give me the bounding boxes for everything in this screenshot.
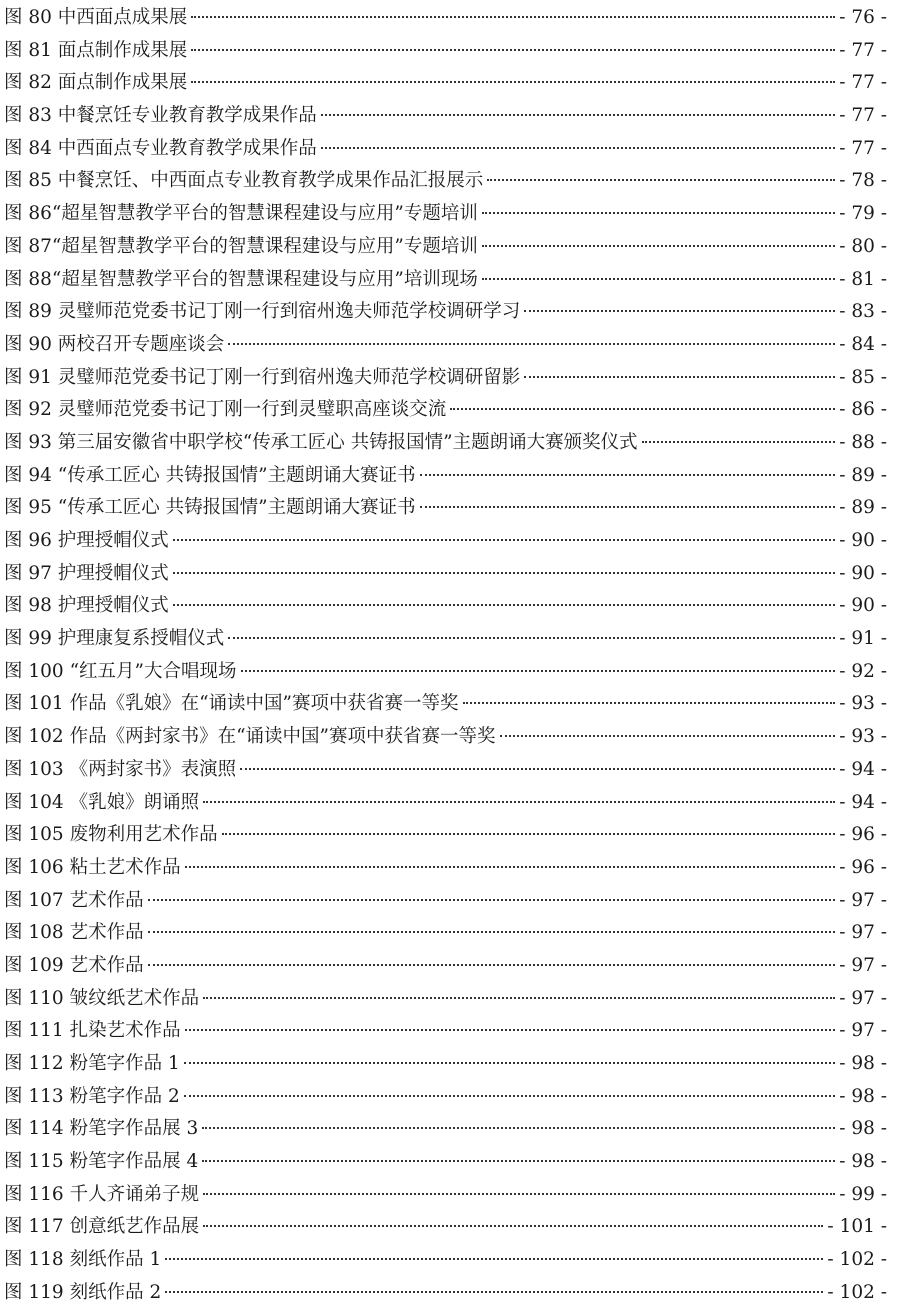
toc-entry-label: 图 98 护理授帽仪式 [4,595,169,617]
dot-leader [524,310,835,312]
toc-entry[interactable] [0,1244,900,1277]
toc-entry-label: 图 106 粘土艺术作品 [4,856,181,878]
toc-entry[interactable] [0,721,900,754]
toc-entry-page-number: - 89 - [839,497,887,519]
dot-leader [500,735,836,737]
toc-entry[interactable] [0,231,900,264]
toc-entry-page-number: - 102 - [827,1249,887,1271]
toc-entry-page-number: - 92 - [839,660,887,682]
toc-entry-page-number: - 89 - [839,464,887,486]
toc-entry-page-number: - 80 - [839,235,887,257]
toc-entry-label: 图 108 艺术作品 [4,922,144,944]
toc-entry-label: 图 93 第三届安徽省中职学校“传承工匠心 共铸报国情”主题朗诵大赛颁奖仪式 [4,431,638,453]
dot-leader [173,572,835,574]
toc-entry-page-number: - 79 - [839,203,887,225]
dot-leader [321,114,835,116]
dot-leader [241,670,836,672]
toc-entry[interactable] [0,100,900,133]
dot-leader [420,474,836,476]
toc-entry[interactable] [0,394,900,427]
toc-entry-page-number: - 97 - [839,1020,887,1042]
toc-entry-label: 图 119 刻纸作品 2 [4,1281,162,1303]
dot-leader [184,1062,835,1064]
toc-entry-label: 图 88“超星智慧教学平台的智慧课程建设与应用”培训现场 [4,268,478,290]
toc-entry-label: 图 110 皱纹纸艺术作品 [4,987,200,1009]
dot-leader [450,408,835,410]
toc-entry-page-number: - 94 - [839,791,887,813]
toc-entry-label: 图 92 灵璧师范党委书记丁刚一行到灵璧职高座谈交流 [4,399,447,421]
toc-entry[interactable] [0,2,900,35]
dot-leader [185,1029,836,1031]
toc-entry-label: 图 113 粉笔字作品 2 [4,1085,180,1107]
toc-entry-label: 图 87“超星智慧教学平台的智慧课程建设与应用”专题培训 [4,235,478,257]
toc-entry-label: 图 105 废物利用艺术作品 [4,824,218,846]
toc-entry-label: 图 82 面点制作成果展 [4,72,188,94]
dot-leader [203,801,835,803]
dot-leader [202,1127,835,1129]
toc-entry-page-number: - 98 - [839,1151,887,1173]
dot-leader [482,212,835,214]
toc-entry-label: 图 104 《乳娘》朗诵照 [4,791,200,813]
toc-entry[interactable] [0,1015,900,1048]
toc-entry[interactable] [0,950,900,983]
toc-entry[interactable] [0,983,900,1016]
toc-entry-page-number: - 83 - [839,301,887,323]
toc-entry-page-number: - 90 - [839,562,887,584]
toc-entry-page-number: - 97 - [839,922,887,944]
toc-entry-page-number: - 96 - [839,824,887,846]
toc-entry-page-number: - 78 - [839,170,887,192]
toc-entry-page-number: - 97 - [839,954,887,976]
toc-entry[interactable] [0,329,900,362]
dot-leader [148,964,836,966]
toc-entry-label: 图 111 扎染艺术作品 [4,1020,181,1042]
toc-entry-page-number: - 77 - [839,39,887,61]
toc-entry[interactable] [0,623,900,656]
toc-entry-label: 图 89 灵璧师范党委书记丁刚一行到宿州逸夫师范学校调研学习 [4,301,521,323]
dot-leader [222,833,836,835]
toc-entry[interactable] [0,787,900,820]
toc-entry[interactable] [0,67,900,100]
dot-leader [202,1160,835,1162]
toc-entry[interactable] [0,1081,900,1114]
toc-entry[interactable] [0,1146,900,1179]
dot-leader [173,539,835,541]
toc-entry-page-number: - 97 - [839,987,887,1009]
toc-entry[interactable] [0,35,900,68]
toc-entry[interactable] [0,296,900,329]
dot-leader [203,1193,835,1195]
dot-leader [321,147,835,149]
toc-entry-page-number: - 96 - [839,856,887,878]
toc-entry-label: 图 95 “传承工匠心 共铸报国情”主题朗诵大赛证书 [4,497,416,519]
toc-entry-page-number: - 90 - [839,530,887,551]
toc-entry[interactable] [0,917,900,950]
dot-leader [184,1095,835,1097]
dot-leader [482,278,835,280]
toc-entry-page-number: - 91 - [839,628,887,650]
toc-entry-page-number: - 77 - [839,105,887,127]
toc-entry-page-number: - 85 - [839,366,887,388]
dot-leader [482,245,835,247]
toc-entry-page-number: - 97 - [839,889,887,911]
toc-entry[interactable] [0,460,900,493]
toc-entry-page-number: - 94 - [839,758,887,780]
toc-entry-label: 图 96 护理授帽仪式 [4,530,169,551]
dot-leader [524,376,835,378]
toc-entry-page-number: - 93 - [839,693,887,715]
toc-entry-label: 图 85 中餐烹饪、中西面点专业教育教学成果作品汇报展示 [4,170,484,192]
toc-entry-label: 图 86“超星智慧教学平台的智慧课程建设与应用”专题培训 [4,203,478,225]
toc-entry-label: 图 97 护理授帽仪式 [4,562,169,584]
toc-entry[interactable] [0,656,900,689]
toc-entry-label: 图 102 作品《两封家书》在“诵读中国”赛项中获省赛一等奖 [4,726,496,748]
dot-leader [165,1291,823,1293]
dot-leader [420,506,836,508]
toc-entry[interactable] [0,525,900,558]
toc-entry-label: 图 81 面点制作成果展 [4,39,188,61]
toc-entry-label: 图 114 粉笔字作品展 3 [4,1118,199,1140]
toc-entry[interactable] [0,1113,900,1146]
toc-entry-label: 图 84 中西面点专业教育教学成果作品 [4,137,317,159]
toc-entry-page-number: - 102 - [827,1281,887,1303]
toc-entry[interactable] [0,165,900,198]
dot-leader [148,899,836,901]
toc-entry-label: 图 83 中餐烹饪专业教育教学成果作品 [4,105,317,127]
toc-entry[interactable] [0,427,900,460]
dot-leader [191,81,835,83]
toc-entry-page-number: - 77 - [839,72,887,94]
toc-entry[interactable] [0,1277,900,1310]
toc-entry-page-number: - 86 - [839,399,887,421]
dot-leader [191,16,835,18]
toc-entry[interactable] [0,133,900,166]
toc-entry[interactable] [0,264,900,297]
toc-entry-label: 图 94 “传承工匠心 共铸报国情”主题朗诵大赛证书 [4,464,416,486]
toc-entry-page-number: - 98 - [839,1118,887,1140]
toc-entry[interactable] [0,558,900,591]
dot-leader [487,179,835,181]
dot-leader [148,931,836,933]
toc-entry-page-number: - 76 - [839,7,887,28]
toc-entry[interactable] [0,590,900,623]
toc-entry[interactable] [0,1211,900,1244]
toc-entry-label: 图 118 刻纸作品 1 [4,1249,162,1271]
toc-entry-page-number: - 77 - [839,137,887,159]
toc-entry-page-number: - 81 - [839,268,887,290]
dot-leader [165,1258,823,1260]
toc-entry-label: 图 103 《两封家书》表演照 [4,758,237,780]
dot-leader [228,637,835,639]
toc-entry-label: 图 99 护理康复系授帽仪式 [4,628,225,650]
dot-leader [228,343,835,345]
dot-leader [191,49,835,51]
toc-entry-label: 图 80 中西面点成果展 [4,7,188,28]
dot-leader [463,702,836,704]
toc-entry[interactable] [0,1179,900,1212]
dot-leader [642,441,836,443]
toc-entry-label: 图 90 两校召开专题座谈会 [4,333,225,355]
dot-leader [173,604,835,606]
toc-entry-page-number: - 90 - [839,595,887,617]
toc-entry-label: 图 115 粉笔字作品展 4 [4,1151,199,1173]
toc-entry-page-number: - 99 - [839,1183,887,1205]
dot-leader [203,1225,823,1227]
toc-entry-label: 图 112 粉笔字作品 1 [4,1053,180,1074]
toc-entry[interactable] [0,885,900,918]
toc-entry-page-number: - 98 - [839,1085,887,1107]
toc-entry-page-number: - 98 - [839,1053,887,1074]
toc-entry[interactable] [0,492,900,525]
toc-entry[interactable] [0,1048,900,1081]
toc-entry-page-number: - 88 - [839,431,887,453]
toc-entry-label: 图 101 作品《乳娘》在“诵读中国”赛项中获省赛一等奖 [4,693,459,715]
dot-leader [185,866,836,868]
toc-entry-label: 图 107 艺术作品 [4,889,144,911]
toc-entry-page-number: - 84 - [839,333,887,355]
toc-entry[interactable] [0,852,900,885]
toc-entry-page-number: - 101 - [827,1216,887,1238]
toc-entry-page-number: - 93 - [839,726,887,748]
toc-entry[interactable] [0,688,900,721]
toc-entry[interactable] [0,198,900,231]
toc-entry[interactable] [0,819,900,852]
toc-entry-label: 图 109 艺术作品 [4,954,144,976]
toc-entry-label: 图 100 “红五月”大合唱现场 [4,660,237,682]
toc-entry-label: 图 117 创意纸艺作品展 [4,1216,200,1238]
toc-entry-label: 图 116 千人齐诵弟子规 [4,1183,200,1205]
toc-entry[interactable] [0,362,900,395]
dot-leader [240,768,835,770]
dot-leader [203,997,835,999]
toc-entry-label: 图 91 灵璧师范党委书记丁刚一行到宿州逸夫师范学校调研留影 [4,366,521,388]
toc-entry[interactable] [0,754,900,787]
